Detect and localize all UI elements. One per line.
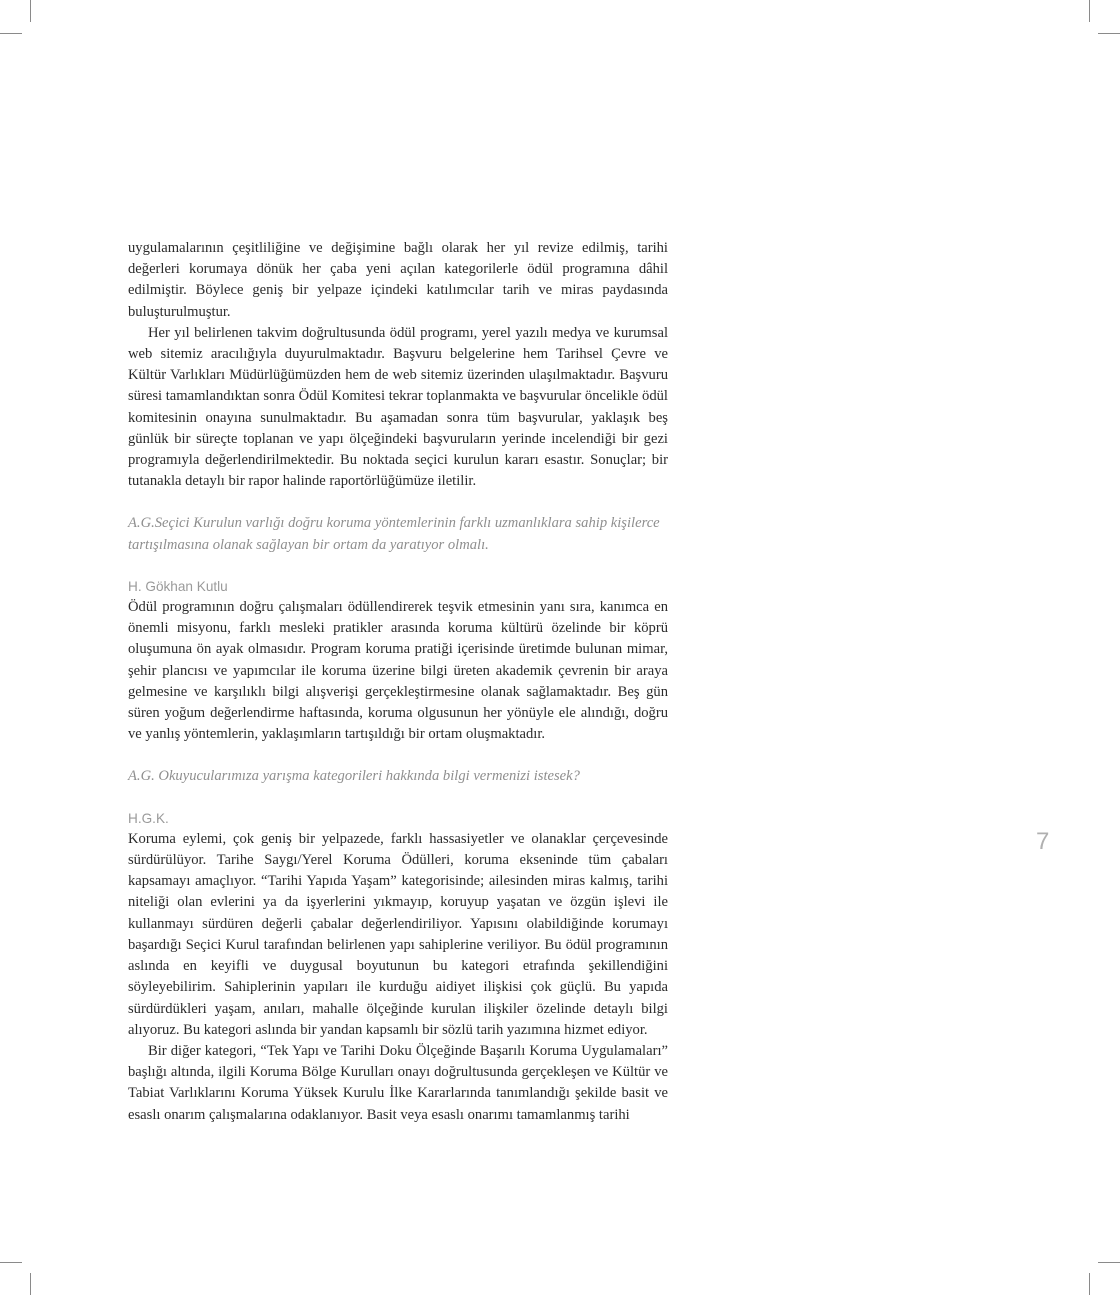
answer-paragraph-2b: Bir diğer kategori, “Tek Yapı ve Tarihi Doku Ölçeğinde Başarılı Koruma Uygulamaları” başlığı altında, ilgili Koruma Bölge Kurulları onayı doğrultusunda gerçekleşen ve Kültür ve Tabiat Varlıklarını Koruma Yüksek Kurulu İlke Kararlarında tanımlandığı şekilde basit ve esaslı onarım çalışmalarına odaklanıyor. Basit veya esaslı onarımı tamamlanmış tarihi <box>128 1042 668 1123</box>
page-number: 7 <box>1036 828 1050 855</box>
answer-paragraph-1: Ödül programının doğru çalışmaları ödüllendirerek teşvik etmesinin yanı sıra, kanımca en önemli misyonu, farklı mesleki pratikler arasında koruma kültürü özelinde bir köprü oluşumuna ön ayak olmasıdır. Program koruma pratiği içerisinde üretimde bulunan mimar, şehir plancısı ve yapımcılar ile koruma üzerine bilgi üreten akademik çevrenin bir araya gelmesine ve karşılıklı bilgi alışverişi gerçekleştirmesine olanak sağlamaktadır. Beş gün süren yoğum değerlendirme haftasında, koruma olgusunun her yönüyle ele alındığı, doğru ve yanlış yöntemlerin, yaklaşımların tartışıldığı bir ortam oluşmaktadır. <box>128 599 668 743</box>
crop-mark-top-left-horizontal <box>0 33 22 34</box>
answer-paragraph-2a: Koruma eylemi, çok geniş bir yelpazede, farklı hassasiyetler ve olanaklar çerçevesinde sürdürülüyor. Tarihe Saygı/Yerel Koruma Ödülleri, koruma ekseninde tüm çabaları kapsamayı amaçlıyor. “Tarihi Yapıda Yaşam” kategorisinde; ailesinden miras kalmış, tarihi niteliği olan evlerini ya da işyerlerini yıkmayıp, koruyup yaşatan ve özgün işlevi ile kullanmayı sürdüren değerli çabalar değerlendiriliyor. Yapısını olabildiğinde korumayı başardığı Seçici Kurul tarafından belirlenen yapı sahiplerine veriliyor. Bu ödül programının aslında en keyifli ve duygusal boyutunun bu kategori etrafında şekillendiğini söyleyebilirim. Sahiplerinin yapıları ile kurduğu aidiyet ilişkisi çok güçlü. Bu yapıda sürdürdükleri yaşam, anıları, mahalle ölçeğinde kurulan ilişkiler özelinde detaylı bilgi alıyoruz. Bu kategori aslında bir yandan kapsamlı bir sözlü tarih yazımına hizmet ediyor. <box>128 830 668 1038</box>
crop-mark-bottom-left-vertical <box>30 1273 31 1295</box>
crop-mark-bottom-left-horizontal <box>0 1262 22 1263</box>
intro-paragraph-2: Her yıl belirlenen takvim doğrultusunda ödül programı, yerel yazılı medya ve kurumsal web sitemiz aracılığıyla duyurulmaktadır. Başvuru belgelerine hem Tarihsel Çevre ve Kültür Varlıkları Müdürlüğümüzden hem de web sitemiz üzerinden ulaşılmaktadır. Başvuru süresi tamamlandıktan sonra Ödül Komitesi tekrar toplanmakta ve başvurular öncelikle ödül komitesinin onayına sunulmaktadır. Bu aşamadan sonra tüm başvurular, yaklaşık beş günlük bir süreçte toplanan ve yapı ölçeğindeki başvuruların yerinde incelendiği bir gezi programıyla değerlendirilmektedir. Bu noktada seçici kurulun kararı esastır. Sonuçlar; bir tutanakla detaylı bir rapor halinde raportörlüğümüze iletilir. <box>128 324 668 490</box>
speaker-name-1: H. Gökhan Kutlu <box>128 578 228 594</box>
crop-mark-top-right-vertical <box>1089 0 1090 22</box>
crop-mark-bottom-right-vertical <box>1089 1273 1090 1295</box>
speaker-name-2: H.G.K. <box>128 810 169 826</box>
interview-question-1: A.G.Seçici Kurulun varlığı doğru koruma yöntemlerinin farklı uzmanlıklara sahip kişilerce tartışılmasına olanak sağlayan bir ortam da yaratıyor olmalı. <box>128 515 660 553</box>
crop-mark-top-left-vertical <box>30 0 31 22</box>
article-body <box>128 238 668 1126</box>
crop-mark-top-right-horizontal <box>1098 33 1120 34</box>
intro-paragraph-1: uygulamalarının çeşitliliğine ve değişimine bağlı olarak her yıl revize edilmiş, tarihi değerleri korumaya dönük her çaba yeni açılan kategorilerle ödül programına dâhil edilmiştir. Böylece geniş bir yelpaze içindeki katılımcılar tarih ve miras paydasında buluşturulmuştur. <box>128 240 668 320</box>
interview-question-2: A.G. Okuyucularımıza yarışma kategorileri hakkında bilgi vermenizi istesek? <box>128 768 580 785</box>
crop-mark-bottom-right-horizontal <box>1098 1262 1120 1263</box>
